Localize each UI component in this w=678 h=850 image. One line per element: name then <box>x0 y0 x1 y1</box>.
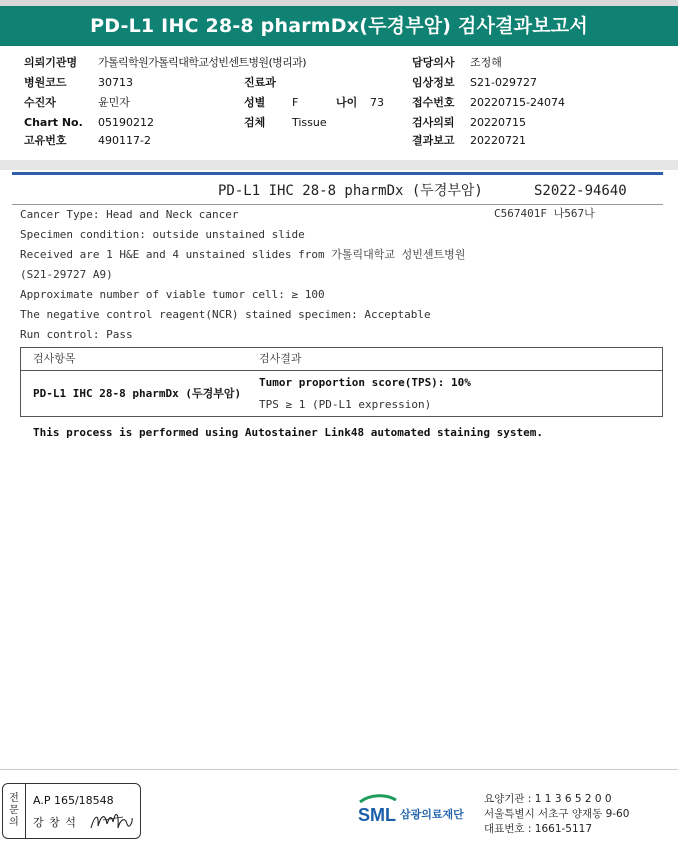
doctor-value: 조정해 <box>470 56 502 69</box>
recipient-row <box>24 96 130 110</box>
unique-no-row <box>24 134 151 148</box>
table-header-divider <box>21 370 662 371</box>
column-header-result: 검사결과 <box>259 352 302 365</box>
report-line: Approximate number of viable tumor cell: ≥ 100 <box>20 288 325 301</box>
clinical-info-value: S21-029727 <box>470 76 537 89</box>
request-date-label: 검사의뢰 <box>412 116 455 129</box>
phone-number: 대표번호 : 1661-5117 <box>484 823 593 835</box>
signature-box <box>2 783 141 839</box>
logo-text: SML <box>358 805 396 825</box>
result-tps: Tumor proportion score(TPS): 10% <box>259 376 471 389</box>
report-top-rule <box>12 172 663 175</box>
report-date-value: 20220721 <box>470 134 526 147</box>
chart-no-label: Chart No. <box>24 116 83 129</box>
report-line: The negative control reagent(NCR) stained specimen: Acceptable <box>20 308 431 321</box>
hospital-code-row <box>24 76 133 90</box>
specialist-stamp <box>3 784 26 838</box>
page-title: PD-L1 IHC 28-8 pharmDx(두경부암) 검사결과보고서 <box>0 6 678 46</box>
specimen-label: 검체 <box>244 116 266 129</box>
handwritten-signature <box>89 808 135 834</box>
receipt-no-value: 20220715-24074 <box>470 96 565 109</box>
address: 서울특별시 서초구 양재동 9-60 <box>484 808 630 820</box>
ap-number: A.P 165/18548 <box>33 794 114 807</box>
recipient-value: 윤민자 <box>98 96 130 109</box>
report-line: Run control: Pass <box>20 328 133 341</box>
institution-row <box>24 56 306 70</box>
sex-label: 성별 <box>244 96 266 109</box>
report-line: Cancer Type: Head and Neck cancer <box>20 208 239 221</box>
column-header-item: 검사항목 <box>33 352 76 365</box>
report-line: Specimen condition: outside unstained slide <box>20 228 305 241</box>
doctor-label: 담당의사 <box>412 56 455 69</box>
department-label: 진료과 <box>244 76 276 89</box>
block-id: C567401F 나567나 <box>494 207 595 220</box>
hospital-code-label: 병원코드 <box>24 76 67 89</box>
sex-value: F <box>292 96 299 109</box>
report-line: Received are 1 H&E and 4 unstained slides from 가톨릭대학교 성빈센트병원 <box>20 248 466 261</box>
section-divider <box>0 160 678 170</box>
receipt-no-label: 접수번호 <box>412 96 455 109</box>
result-table <box>20 347 663 417</box>
age-label: 나이 <box>336 96 358 109</box>
request-date-value: 20220715 <box>470 116 526 129</box>
report-header <box>12 178 663 205</box>
unique-no-value: 490117-2 <box>98 134 151 147</box>
test-item-name: PD-L1 IHC 28-8 pharmDx (두경부암) <box>33 387 242 400</box>
clinical-info-label: 임상정보 <box>412 76 455 89</box>
stamp-char: 전 <box>9 793 19 804</box>
unique-no-label: 고유번호 <box>24 134 67 147</box>
institution-code: 요양기관 : 1 1 3 6 5 2 0 0 <box>484 793 612 805</box>
signer-name: 강 창 석 <box>33 816 77 829</box>
footer-divider <box>0 769 678 770</box>
report-date-label: 결과보고 <box>412 134 455 147</box>
chart-no-value: 05190212 <box>98 116 154 129</box>
result-expression: TPS ≥ 1 (PD-L1 expression) <box>259 398 432 411</box>
report-line: (S21-29727 A9) <box>20 268 113 281</box>
hospital-code-value: 30713 <box>98 76 133 89</box>
chart-no-row <box>24 116 154 130</box>
report-title: PD-L1 IHC 28-8 pharmDx (두경부암) <box>218 183 483 199</box>
recipient-label: 수진자 <box>24 96 56 109</box>
process-note: This process is performed using Autostainer Link48 automated staining system. <box>33 426 543 439</box>
sml-logo <box>356 794 478 828</box>
age-value: 73 <box>370 96 384 109</box>
foundation-name: 삼광의료재단 <box>400 808 464 821</box>
report-number: S2022-94640 <box>534 183 627 199</box>
institution-label: 의뢰기관명 <box>24 56 78 69</box>
specimen-value: Tissue <box>292 116 327 129</box>
stamp-char: 의 <box>9 817 19 828</box>
institution-value: 가톨릭학원가톨릭대학교성빈센트병원(병리과) <box>98 56 306 69</box>
stamp-char: 문 <box>9 805 19 816</box>
